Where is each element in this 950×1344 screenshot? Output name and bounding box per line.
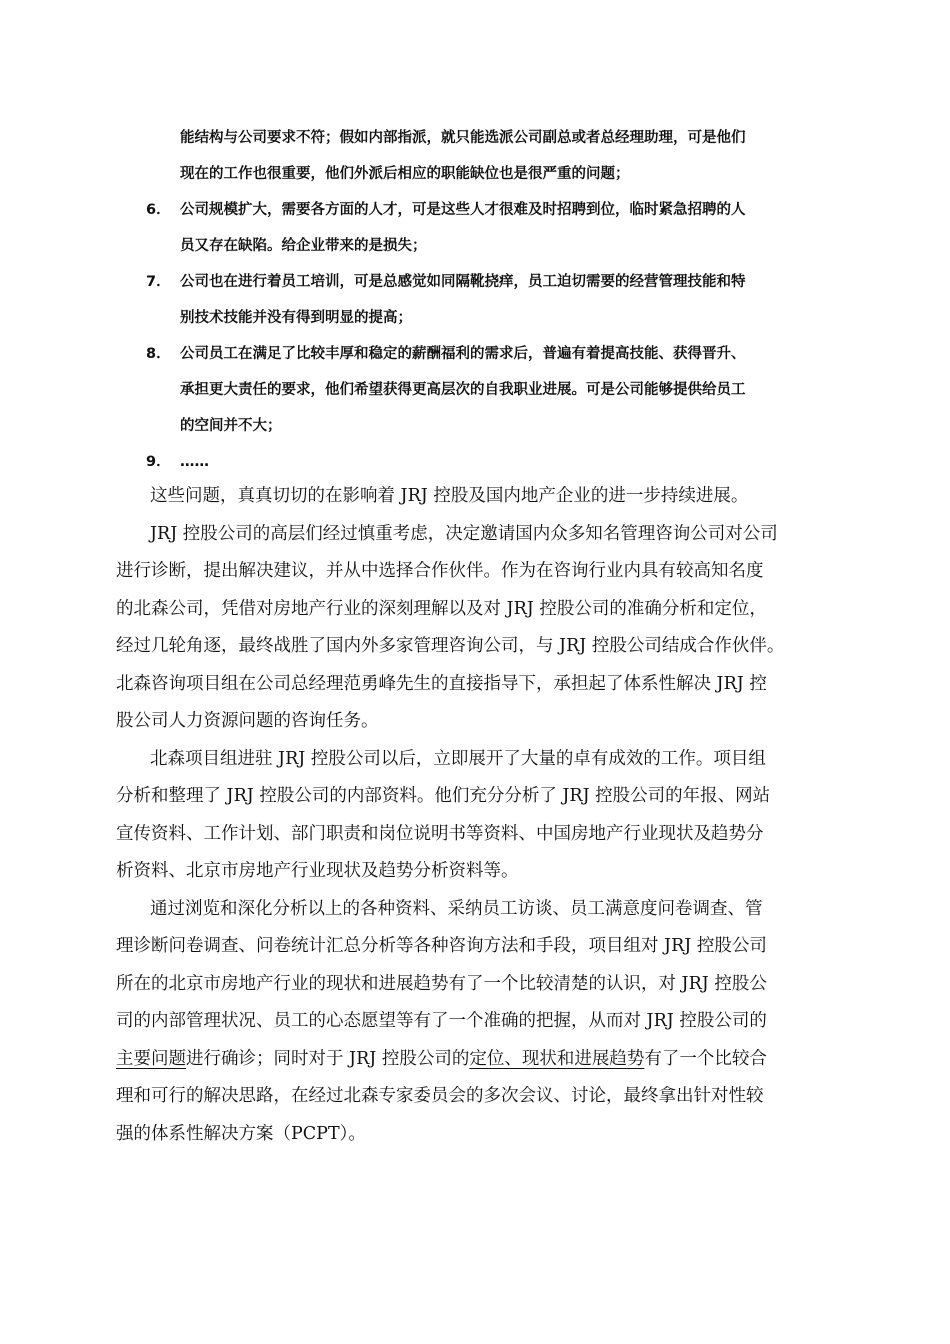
paragraph-line-with-underline (116, 1041, 846, 1079)
list-item-9 (146, 444, 846, 480)
list-item-text: 承担更大责任的要求，他们希望获得更高层次的自我职业进展。可是公司能够提供给员工 (180, 382, 746, 398)
list-item-text: …… (180, 454, 209, 470)
paragraph-line: 析资料、北京市房地产行业现状及趋势分析资料等。 (116, 861, 519, 881)
list-item-8 (146, 336, 846, 372)
list-number: 9． (146, 454, 171, 470)
paragraph-line: 理和可行的解决思路，在经过北森专家委员会的多次会议、讨论，最终拿出针对性较 (116, 1086, 764, 1106)
paragraph-line: 这些问题，真真切切的在影响着 JRJ 控股及国内地产企业的进一步持续进展。 (150, 486, 749, 506)
list-continuation-line: 能结构与公司要求不符；假如内部指派，就只能选派公司副总或者总经理助理，可是他们 (180, 130, 746, 146)
list-item-text: 的空间并不大； (180, 418, 282, 434)
paragraph (116, 516, 846, 741)
list-continuation-line: 现在的工作也很重要，他们外派后相应的职能缺位也是很严重的问题； (180, 166, 630, 182)
paragraph-line: 理诊断问卷调查、问卷统计汇总分析等各种咨询方法和手段，项目组对 JRJ 控股公司 (116, 936, 767, 956)
paragraph-line: 强的体系性解决方案（PCPT）。 (116, 1123, 366, 1144)
paragraph-line: 的北森公司，凭借对房地产行业的深刻理解以及对 JRJ 控股公司的准确分析和定位， (116, 598, 767, 619)
paragraph (116, 891, 846, 1154)
list-number: 6． (146, 202, 171, 218)
paragraph-line: 宣传资料、工作计划、部门职责和岗位说明书等资料、中国房地产行业现状及趋势分 (116, 823, 764, 844)
paragraph-line: 分析和整理了 JRJ 控股公司的内部资料。他们充分分析了 JRJ 控股公司的年报、网站 (116, 786, 771, 806)
paragraph-text: 有了一个比较合 (644, 1048, 767, 1069)
paragraph-line: 股公司人力资源问题的咨询任务。 (116, 711, 379, 731)
list-item-7 (146, 264, 846, 300)
list-number: 7． (146, 274, 171, 290)
list-item-text: 员又存在缺陷。给企业带来的是损失； (180, 238, 427, 254)
paragraph (116, 741, 846, 891)
problem-list (146, 120, 846, 480)
list-item-6 (146, 192, 846, 228)
paragraph-line: 北森项目组进驻 JRJ 控股公司以后，立即展开了大量的卓有成效的工作。项目组 (150, 748, 766, 769)
paragraph-line: 所在的北京市房地产行业的现状和进展趋势有了一个比较清楚的认识，对 JRJ 控股公 (116, 973, 767, 994)
underlined-phrase: 定位、现状和进展趋势 (469, 1048, 645, 1069)
list-item-text: 公司规模扩大，需要各方面的人才，可是这些人才很难及时招聘到位，临时紧急招聘的人 (180, 202, 746, 218)
paragraph-line: 司的内部管理状况、员工的心态愿望等有了一个准确的把握，从而对 JRJ 控股公司的 (116, 1011, 767, 1031)
list-item-text: 公司也在进行着员工培训，可是总感觉如同隔靴挠痒，员工迫切需要的经营管理技能和特 (180, 274, 746, 290)
list-item-text: 别技术技能并没有得到明显的提高； (180, 310, 412, 326)
body-text (116, 478, 846, 1153)
paragraph-line: JRJ 控股公司的高层们经过慎重考虑，决定邀请国内众多知名管理咨询公司对公司 (150, 523, 778, 544)
list-item-text: 公司员工在满足了比较丰厚和稳定的薪酬福利的需求后，普遍有着提高技能、获得晋升、 (180, 346, 746, 362)
paragraph-line: 进行诊断，提出解决建议，并从中选择合作伙伴。作为在咨询行业内具有较高知名度 (116, 561, 764, 581)
list-number: 8． (146, 346, 171, 362)
paragraph-text: 进行确诊；同时对于 JRJ 控股公司的 (186, 1048, 470, 1069)
paragraph-line: 经过几轮角逐，最终战胜了国内外多家管理咨询公司，与 JRJ 控股公司结成合作伙伴。 (116, 636, 785, 656)
paragraph-line: 北森咨询项目组在公司总经理范勇峰先生的直接指导下，承担起了体系性解决 JRJ 控 (116, 673, 767, 694)
paragraph-line: 通过浏览和深化分析以上的各种资料、采纳员工访谈、员工满意度问卷调查、管 (150, 898, 763, 919)
paragraph (116, 478, 846, 516)
underlined-phrase: 主要问题 (116, 1048, 186, 1069)
